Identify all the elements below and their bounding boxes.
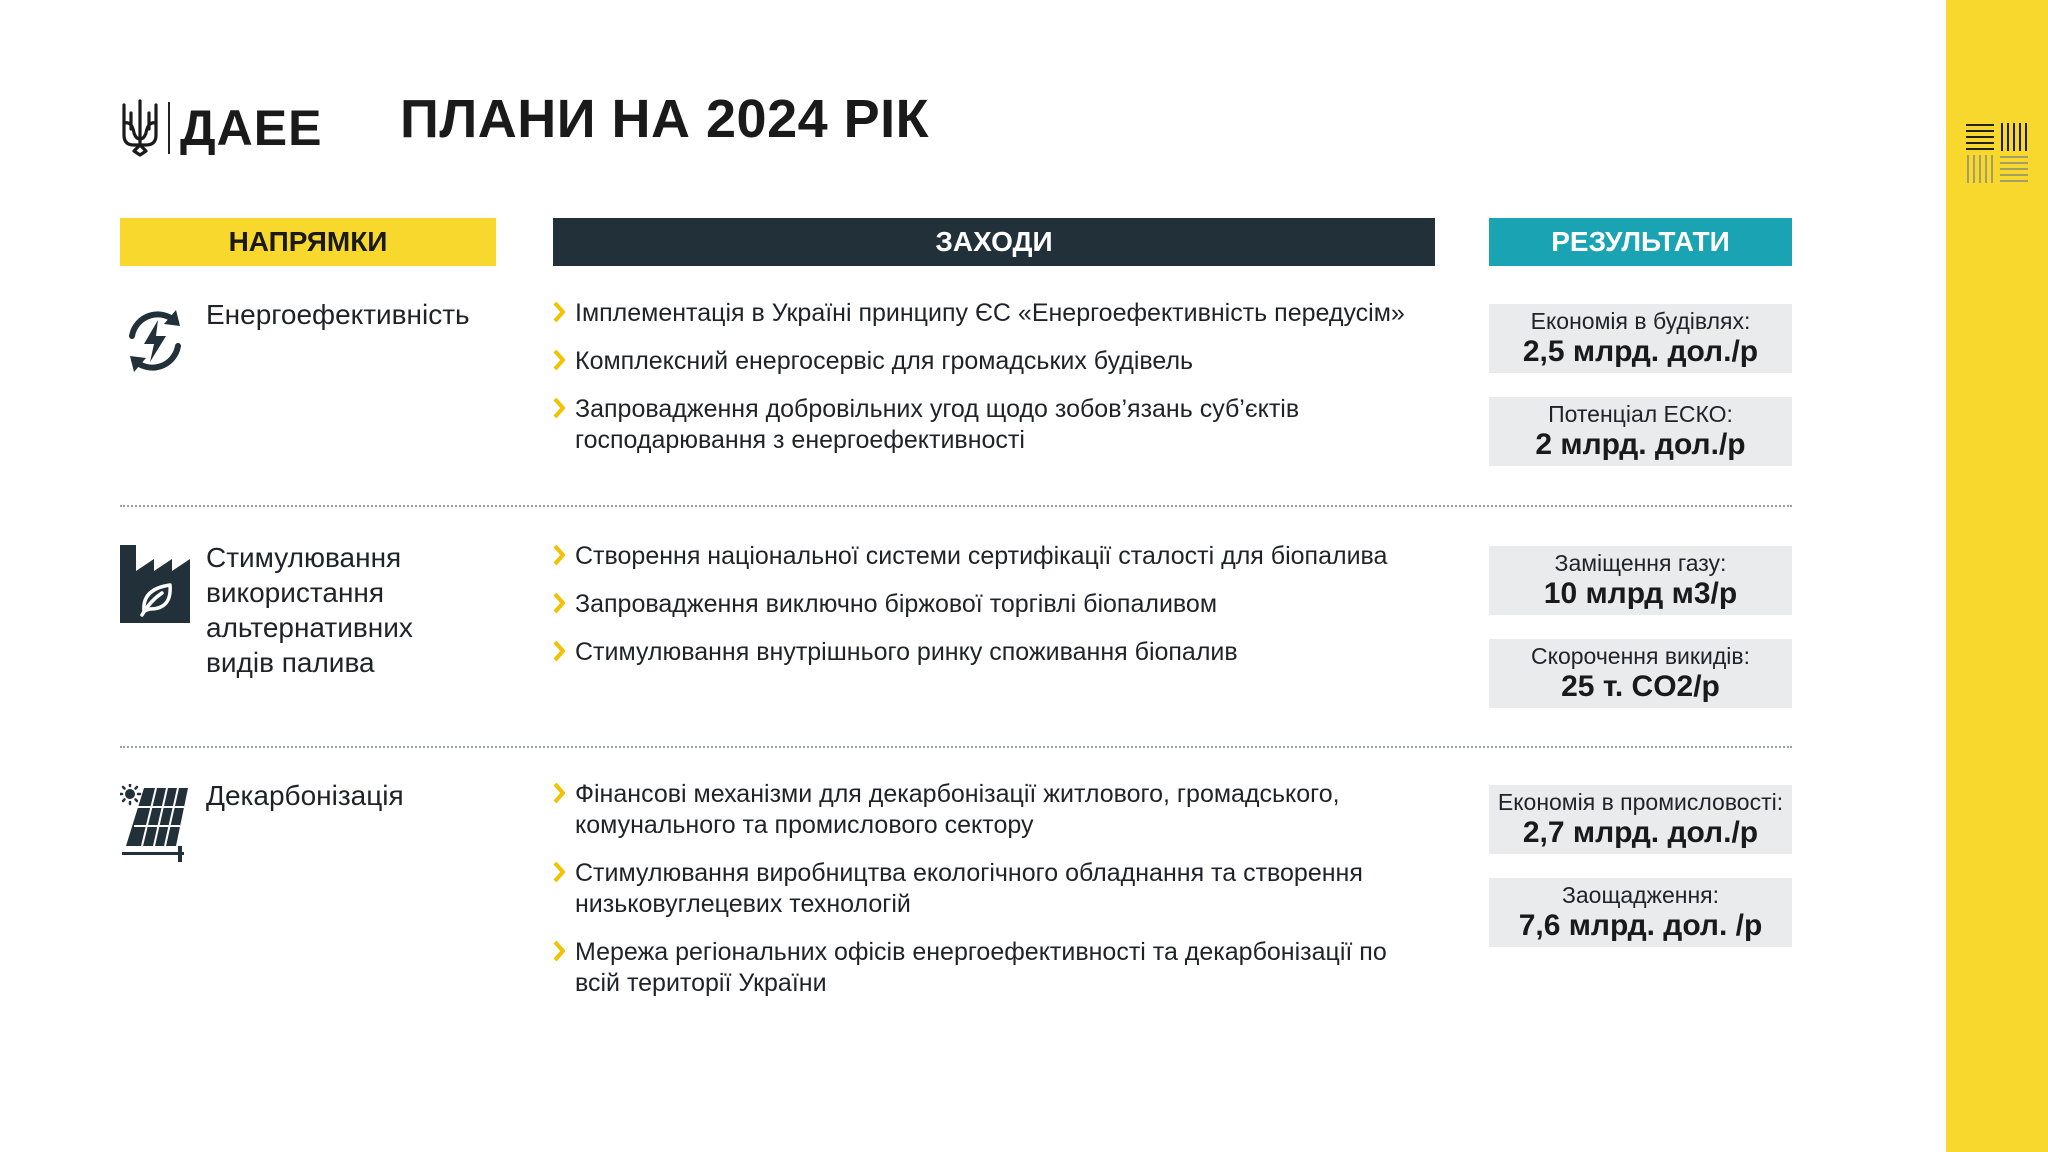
page-title: ПЛАНИ НА 2024 РІК <box>400 89 930 149</box>
result-label: Потенціал ЕСКО: <box>1548 401 1733 427</box>
list-item: Стимулювання виробництва екологічного обладнання та створення низьковуглецевих технологій <box>553 858 1425 920</box>
actions-list <box>553 779 1433 1016</box>
result-box <box>1489 785 1792 854</box>
chevron-right-icon <box>553 301 565 323</box>
logo-separator <box>168 102 170 154</box>
list-item: Фінансові механізми для декарбонізації житлового, громадського, комунального та промислового сектору <box>553 779 1395 841</box>
chevron-right-icon <box>553 397 565 419</box>
result-label: Скорочення викидів: <box>1531 643 1750 669</box>
chevron-right-icon <box>553 782 565 804</box>
list-item: Імплементація в Україні принципу ЄС «Енергоефективність передусім» <box>553 298 1433 329</box>
actions-list <box>553 541 1433 685</box>
chevron-right-icon <box>553 349 565 371</box>
list-item: Комплексний енергосервіс для громадських будівель <box>553 346 1433 377</box>
list-item: Мережа регіональних офісів енергоефективності та декарбонізації по всій території України <box>553 937 1435 999</box>
result-label: Економія в будівлях: <box>1530 308 1751 334</box>
chevron-right-icon <box>553 544 565 566</box>
result-value: 25 т. CO2/р <box>1561 670 1720 703</box>
brand-logo <box>120 98 322 158</box>
list-item: Запровадження добровільних угод щодо зобов’язань суб’єктів господарювання з енергоефективності <box>553 394 1435 456</box>
chevron-right-icon <box>553 640 565 662</box>
row-divider <box>120 746 1792 748</box>
result-box <box>1489 304 1792 373</box>
header-actions: ЗАХОДИ <box>553 218 1435 266</box>
factory-leaf-icon <box>120 545 190 623</box>
list-item: Запровадження виключно біржової торгівлі біопаливом <box>553 589 1433 620</box>
list-item: Створення національної системи сертифікації сталості для біопалива <box>553 541 1433 572</box>
chevron-right-icon <box>553 861 565 883</box>
chevron-right-icon <box>553 940 565 962</box>
result-box <box>1489 878 1792 947</box>
result-label: Економія в промисловості: <box>1497 789 1784 815</box>
actions-list <box>553 298 1433 473</box>
chevron-right-icon <box>553 592 565 614</box>
result-value: 10 млрд м3/р <box>1543 577 1738 610</box>
result-value: 2,7 млрд. дол./р <box>1522 816 1759 849</box>
result-label: Заміщення газу: <box>1554 550 1727 576</box>
energy-cycle-icon <box>120 302 190 380</box>
header-results: РЕЗУЛЬТАТИ <box>1489 218 1792 266</box>
row-divider <box>120 505 1792 507</box>
logo-text: ДАЕЕ <box>180 100 323 156</box>
direction-label: Енергоефективність <box>206 299 470 330</box>
result-value: 7,6 млрд. дол. /р <box>1518 909 1763 942</box>
header-directions: НАПРЯМКИ <box>120 218 496 266</box>
result-value: 2 млрд. дол./р <box>1535 428 1746 461</box>
solar-panel-icon <box>120 784 190 862</box>
result-box <box>1489 546 1792 615</box>
direction-label: Стимулювання використання альтернативних видів палива <box>206 542 413 678</box>
result-box <box>1489 397 1792 466</box>
trident-icon <box>120 99 160 157</box>
direction-label: Декарбонізація <box>206 780 404 811</box>
result-value: 2,5 млрд. дол./р <box>1522 335 1759 368</box>
list-item: Стимулювання внутрішнього ринку споживання біопалив <box>553 637 1433 668</box>
result-label: Заощадження: <box>1561 882 1720 908</box>
result-box <box>1489 639 1792 708</box>
stripes-pattern-icon <box>1966 123 2028 183</box>
